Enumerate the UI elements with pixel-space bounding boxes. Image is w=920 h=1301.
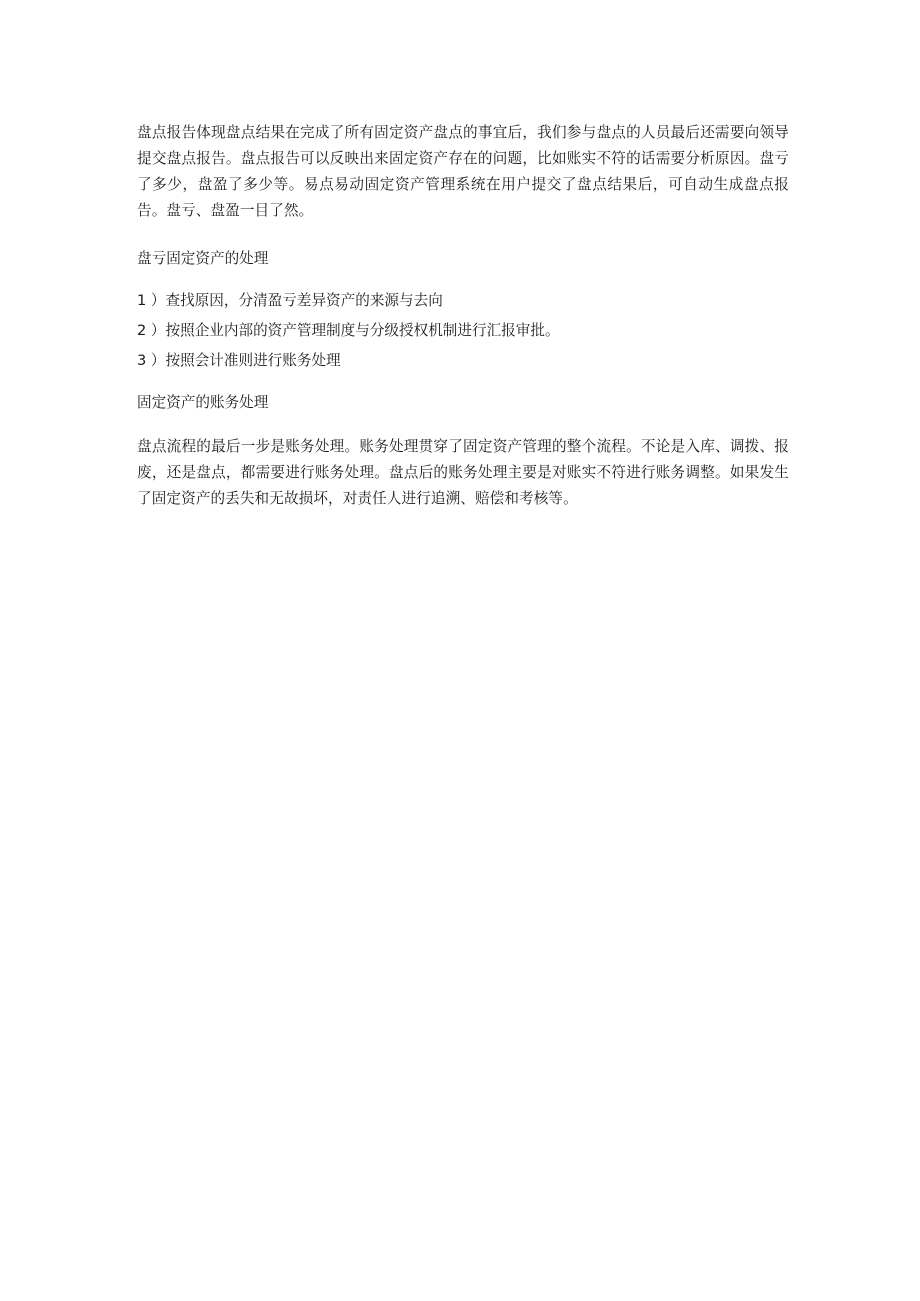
document-page xyxy=(137,120,789,512)
list-item: 1 ）查找原因，分清盈亏差异资产的来源与去向 xyxy=(137,292,443,309)
accounting-paragraph: 盘点流程的最后一步是账务处理。账务处理贯穿了固定资产管理的整个流程。不论是入库、调拨、报废，还是盘点，都需要进行账务处理。盘点后的账务处理主要是对账实不符进行账务调整。如果发生了固定资产的丢失和无故损坏，对责任人进行追溯、赔偿和考核等。 xyxy=(137,438,789,507)
spacer xyxy=(137,376,789,390)
intro-paragraph: 盘点报告体现盘点结果在完成了所有固定资产盘点的事宜后，我们参与盘点的人员最后还需要向领导提交盘点报告。盘点报告可以反映出来固定资产存在的问题，比如账实不符的话需要分析原因。盘亏了多少，盘盈了多少等。易点易动固定资产管理系统在用户提交了盘点结果后，可自动生成盘点报告。盘亏、盘盈一目了然。 xyxy=(137,124,789,219)
list-item: 3 ）按照会计准则进行账务处理 xyxy=(137,352,341,369)
steps-list xyxy=(137,286,789,376)
section-heading-loss-handling: 盘亏固定资产的处理 xyxy=(137,250,269,267)
spacer xyxy=(137,416,789,434)
spacer xyxy=(137,272,789,286)
section-heading-accounting: 固定资产的账务处理 xyxy=(137,394,269,411)
list-item: 2 ）按照企业内部的资产管理制度与分级授权机制进行汇报审批。 xyxy=(137,322,560,339)
spacer xyxy=(137,224,789,246)
